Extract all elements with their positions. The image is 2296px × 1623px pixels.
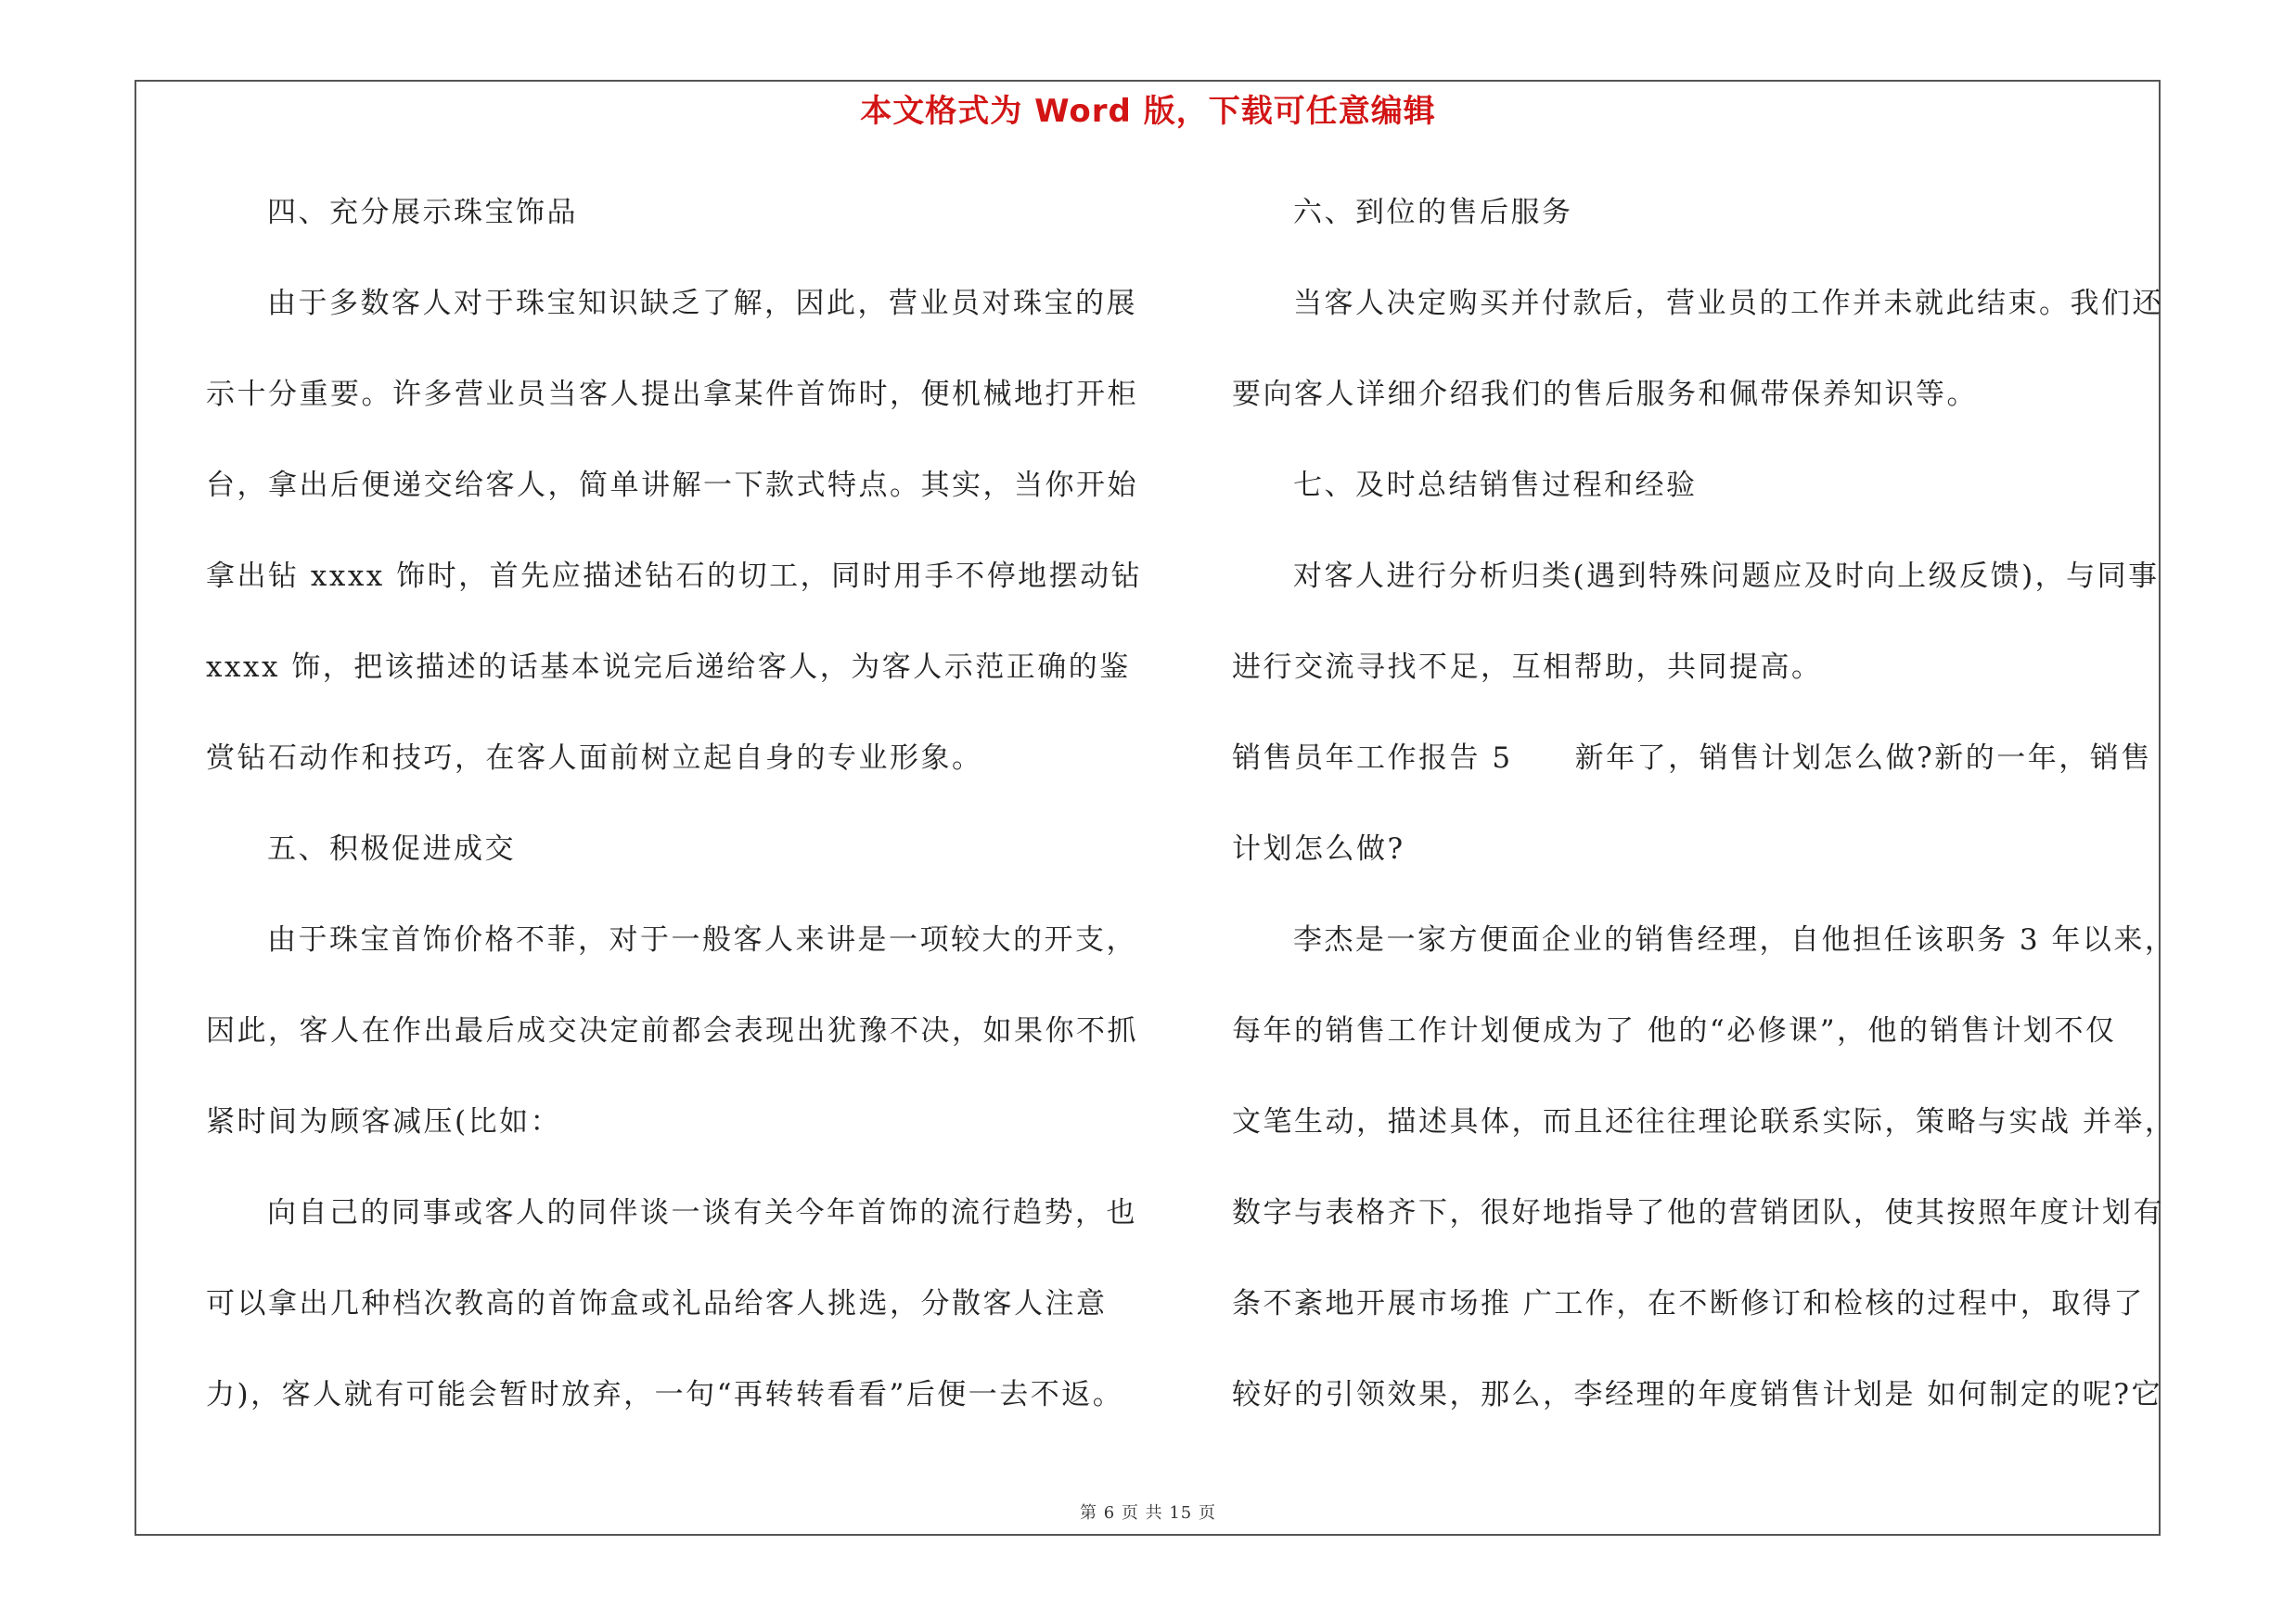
text-line: 较好的引领效果，那么，李经理的年度销售计划是 如何制定的呢?它 [1232, 1378, 2162, 1411]
text-line: 台，拿出后便递交给客人，简单讲解一下款式特点。其实，当你开始 [206, 469, 1138, 502]
text-line: 李杰是一家方便面企业的销售经理，自他担任该职务 3 年以来， [1293, 923, 2176, 957]
text-line: 条不紊地开展市场推 广工作，在不断修订和检核的过程中，取得了 [1232, 1287, 2145, 1320]
text-line: 进行交流寻找不足，互相帮助，共同提高。 [1232, 650, 1823, 684]
text-line: 数字与表格齐下，很好地指导了他的营销团队，使其按照年度计划有 [1232, 1196, 2164, 1230]
page-number-footer: 第 6 页 共 15 页 [1080, 1503, 1216, 1523]
text-line: 当客人决定购买并付款后，营业员的工作并未就此结束。我们还 [1293, 287, 2163, 320]
text-line: 赏钻石动作和技巧，在客人面前树立起自身的专业形象。 [206, 741, 983, 775]
text-line: 六、到位的售后服务 [1293, 196, 1573, 229]
text-line: 销售员年工作报告 5 新年了，销售计划怎么做?新的一年，销售 [1232, 741, 2152, 775]
text-line: 对客人进行分析归类(遇到特殊问题应及时向上级反馈)，与同事 [1293, 560, 2160, 593]
text-line: xxxx 饰，把该描述的话基本说完后递给客人，为客人示范正确的鉴 [206, 650, 1131, 684]
text-line: 要向客人详细介绍我们的售后服务和佩带保养知识等。 [1232, 378, 1978, 411]
text-line: 五、积极促进成交 [267, 832, 516, 866]
right-column [1232, 183, 2176, 1456]
text-line: 由于珠宝首饰价格不菲，对于一般客人来讲是一项较大的开支， [267, 923, 1137, 957]
left-column [206, 183, 1143, 1456]
text-line: 向自己的同事或客人的同伴谈一谈有关今年首饰的流行趋势，也 [267, 1196, 1137, 1230]
text-line: 因此，客人在作出最后成交决定前都会表现出犹豫不决，如果你不抓 [206, 1014, 1138, 1048]
text-line: 四、充分展示珠宝饰品 [267, 196, 578, 229]
text-line: 示十分重要。许多营业员当客人提出拿某件首饰时，便机械地打开柜 [206, 378, 1138, 411]
text-line: 计划怎么做? [1232, 832, 1405, 866]
text-line: 可以拿出几种档次教高的首饰盒或礼品给客人挑选，分散客人注意 [206, 1287, 1108, 1320]
text-line: 文笔生动，描述具体，而且还往往理论联系实际，策略与实战 并举， [1232, 1105, 2176, 1139]
text-line: 力)，客人就有可能会暂时放弃，一句“再转转看看”后便一去不返。 [206, 1378, 1124, 1411]
text-line: 紧时间为顾客减压(比如： [206, 1105, 562, 1139]
text-line: 七、及时总结销售过程和经验 [1293, 469, 1698, 502]
document-banner: 本文格式为 Word 版，下载可任意编辑 [860, 93, 1436, 130]
text-line: 由于多数客人对于珠宝知识缺乏了解，因此，营业员对珠宝的展 [267, 287, 1137, 320]
text-line: 拿出钻 xxxx 饰时，首先应描述钻石的切工，同时用手不停地摆动钻 [206, 560, 1143, 593]
text-line: 每年的销售工作计划便成为了 他的“必修课”，他的销售计划不仅 [1232, 1014, 2117, 1048]
